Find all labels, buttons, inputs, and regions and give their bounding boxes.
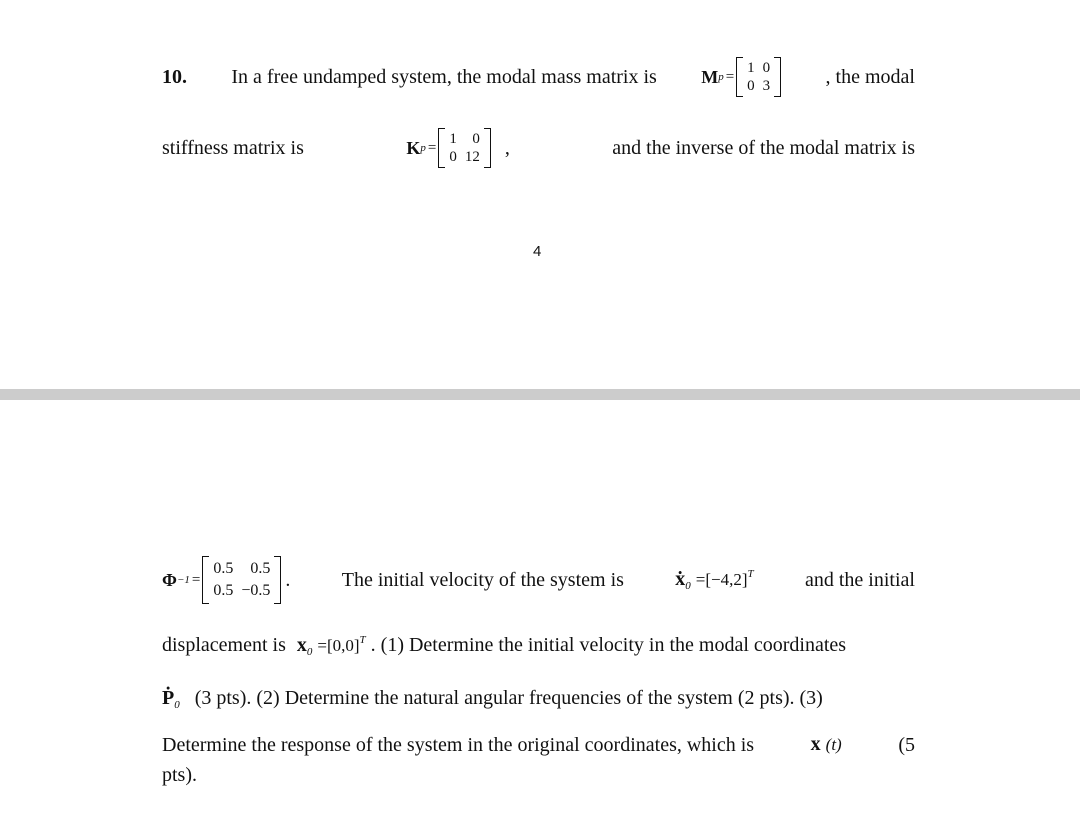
- line3-end: and the initial: [805, 569, 915, 591]
- stiffness-equals: =: [427, 140, 437, 156]
- line5-text: (3 pts). (2) Determine the natural angular frequencies of the system (2 pts). (3): [194, 687, 823, 709]
- stiffness-after-text: ,: [504, 137, 510, 159]
- xdot0-value: =[−4,2]: [695, 570, 748, 589]
- response-expression: [811, 731, 842, 758]
- line4-end: . (1) Determine the initial velocity in the modal coordinates: [370, 634, 847, 656]
- stiffness-matrix-expression: [406, 128, 509, 168]
- p0-symbol: Ṗ: [162, 687, 175, 709]
- modal-inverse-matrix: [202, 556, 281, 604]
- problem-line-7: [162, 762, 915, 788]
- xt-symbol: x: [810, 733, 821, 755]
- xdot0-superscript: T: [747, 568, 754, 580]
- initial-velocity-expression: [675, 561, 753, 599]
- phi-matrix-cell: 0.5: [213, 582, 234, 599]
- mass-matrix-subscript: p: [718, 71, 724, 83]
- line6-start: Determine the response of the system in the original coordinates, which is: [162, 733, 755, 756]
- phi-matrix-cell: 0.5: [213, 560, 234, 577]
- problem-number: 10.: [162, 66, 187, 88]
- page-number: 4: [533, 243, 542, 260]
- stiffness-matrix-cell: 0: [449, 149, 457, 165]
- xt-argument: (t): [825, 735, 842, 754]
- line2-start: stiffness matrix is: [162, 137, 304, 159]
- line6-end: (5: [898, 733, 915, 756]
- page-separator: [0, 389, 1080, 400]
- phi-matrix-cell: 0.5: [250, 560, 271, 577]
- problem-line-4: [162, 627, 915, 665]
- phi-symbol: Φ: [162, 570, 177, 590]
- stiffness-matrix: [438, 128, 491, 168]
- x0-superscript: T: [359, 634, 366, 646]
- p0-subscript: 0: [174, 699, 180, 711]
- mass-matrix-cell: 1: [747, 60, 755, 76]
- problem-line-1: [162, 57, 915, 97]
- phi-after-text: .: [285, 569, 291, 591]
- mass-matrix-expression: [701, 57, 781, 97]
- phi-matrix-cell: −0.5: [241, 582, 271, 599]
- x0-subscript: 0: [306, 646, 313, 658]
- phi-equals: =: [191, 572, 201, 588]
- line3-text: The initial velocity of the system is: [341, 569, 624, 591]
- problem-line-2: [162, 128, 915, 168]
- x0-symbol: x: [296, 634, 307, 656]
- xdot0-subscript: 0: [685, 580, 691, 592]
- mass-matrix-symbol: M: [701, 67, 719, 87]
- x0-value: =[0,0]: [317, 636, 360, 655]
- line1-text: In a free undamped system, the modal mass matrix is: [231, 66, 657, 88]
- initial-displacement-expression: [297, 634, 371, 656]
- stiffness-matrix-symbol: K: [406, 138, 421, 158]
- stiffness-matrix-cell: 1: [449, 131, 457, 147]
- line7-text: pts).: [162, 764, 197, 786]
- stiffness-matrix-cell: 0: [472, 131, 480, 147]
- mass-matrix-cell: 0: [747, 78, 755, 94]
- xdot0-symbol: ẋ: [675, 568, 686, 590]
- mass-equals: =: [725, 69, 735, 85]
- mass-matrix-cell: 3: [762, 78, 771, 94]
- mass-matrix: [736, 57, 781, 97]
- line2-end: and the inverse of the modal matrix is: [612, 137, 915, 159]
- stiffness-matrix-subscript: p: [420, 142, 426, 154]
- modal-inverse-expression: [162, 556, 290, 604]
- phi-superscript: −1: [176, 574, 190, 586]
- line4-start: displacement is: [162, 634, 286, 656]
- mass-after-text: , the modal: [825, 66, 915, 88]
- stiffness-matrix-cell: 12: [464, 149, 480, 165]
- problem-line-6: [162, 731, 915, 758]
- problem-line-5: [162, 685, 915, 718]
- problem-line-3: [162, 556, 915, 604]
- mass-matrix-cell: 0: [762, 60, 771, 76]
